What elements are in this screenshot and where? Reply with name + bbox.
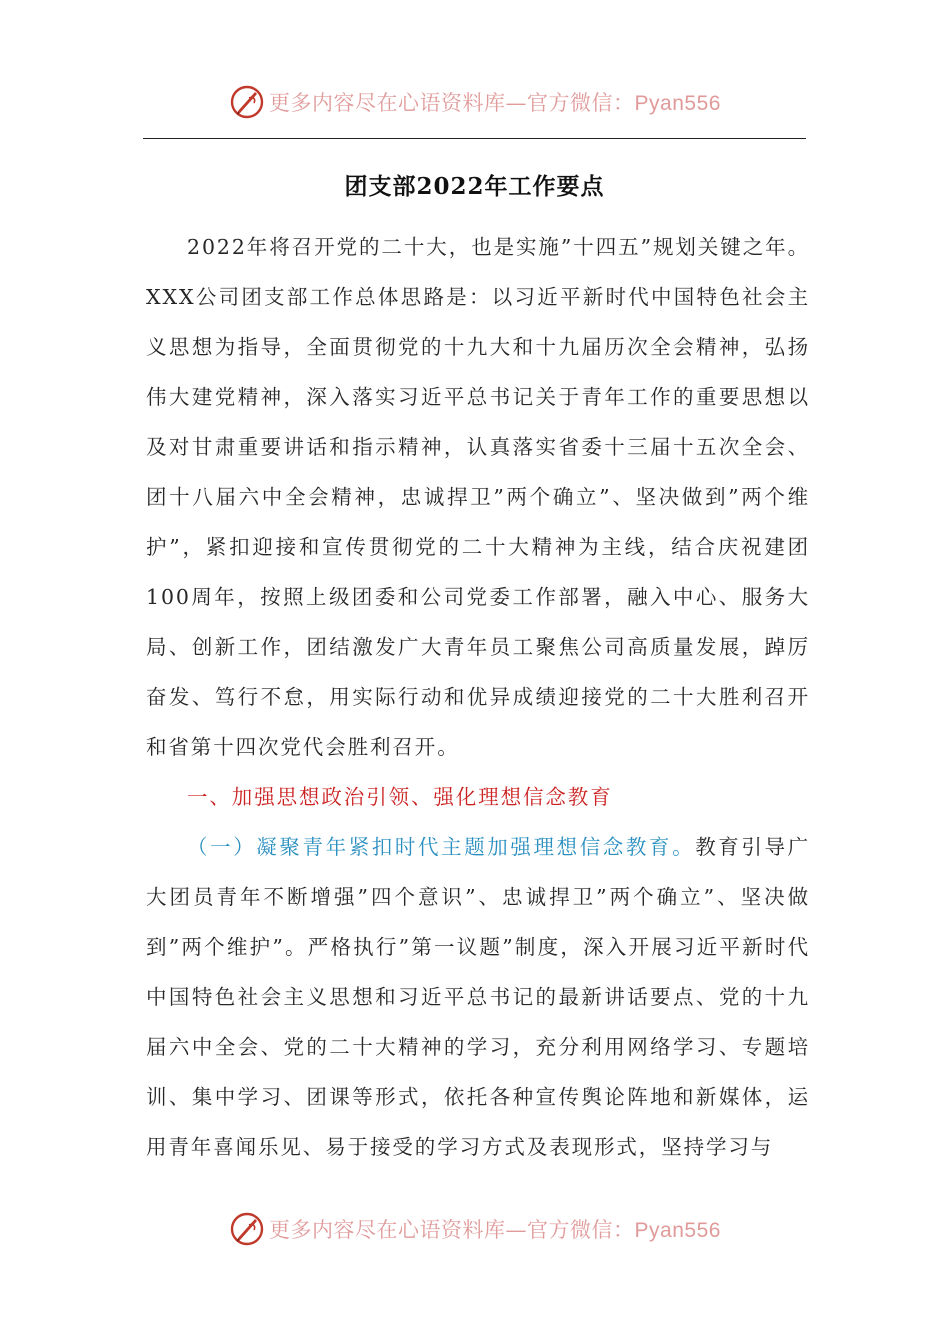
footer-banner xyxy=(0,1209,950,1249)
banner-text xyxy=(269,87,721,117)
header-banner xyxy=(0,82,950,122)
quill-pen-logo-icon xyxy=(229,1211,265,1247)
document-body xyxy=(146,222,810,1172)
sub-paragraph xyxy=(146,822,810,1172)
section-heading: 一、加强思想政治引领、强化理想信念教育 xyxy=(187,785,613,809)
sub-heading: （一）凝聚青年紧扣时代主题加强理想信念教育。 xyxy=(187,835,696,859)
banner-wechat-id: Pyan556 xyxy=(634,92,721,115)
intro-paragraph: 2022年将召开党的二十大，也是实施”十四五”规划关键之年。XXX公司团支部工作总体思路是：以习近平新时代中国特色社会主义思想为指导，全面贯彻党的十九大和十九届历次全会精神，弘扬伟大建党精神，深入落实习近平总书记关于青年工作的重要思想以及对甘肃重要讲话和指示精神，认真落实省委十三届十五次全会、团十八届六中全会精神，忠诚捍卫”两个确立”、坚决做到”两个维护”，紧扣迎接和宣传贯彻党的二十大精神为主线，结合庆祝建团100周年，按照上级团委和公司党委工作部署，融入中心、服务大局、创新工作，团结激发广大青年员工聚焦公司高质量发展，踔厉奋发、笃行不怠，用实际行动和优异成绩迎接党的二十大胜利召开和省第十四次党代会胜利召开。 xyxy=(146,235,810,759)
header-divider xyxy=(143,138,806,139)
quill-pen-logo-icon xyxy=(229,84,265,120)
banner-wechat-id: Pyan556 xyxy=(634,1219,721,1242)
banner-slogan: 更多内容尽在心语资料库—官方微信： xyxy=(269,1218,635,1242)
sub-paragraph-body: 教育引导广大团员青年不断增强”四个意识”、忠诚捍卫”两个确立”、坚决做到”两个维护”。严格执行”第一议题”制度，深入开展习近平新时代中国特色社会主义思想和习近平总书记的最新讲话要点、党的十九届六中全会、党的二十大精神的学习，充分利用网络学习、专题培训、集中学习、团课等形式，依托各种宣传舆论阵地和新媒体，运用青年喜闻乐见、易于接受的学习方式及表现形式，坚持学习与 xyxy=(146,835,811,1159)
document-title: 团支部2022年工作要点 xyxy=(344,173,605,200)
banner-text xyxy=(269,1214,721,1244)
banner-slogan: 更多内容尽在心语资料库—官方微信： xyxy=(269,91,635,115)
